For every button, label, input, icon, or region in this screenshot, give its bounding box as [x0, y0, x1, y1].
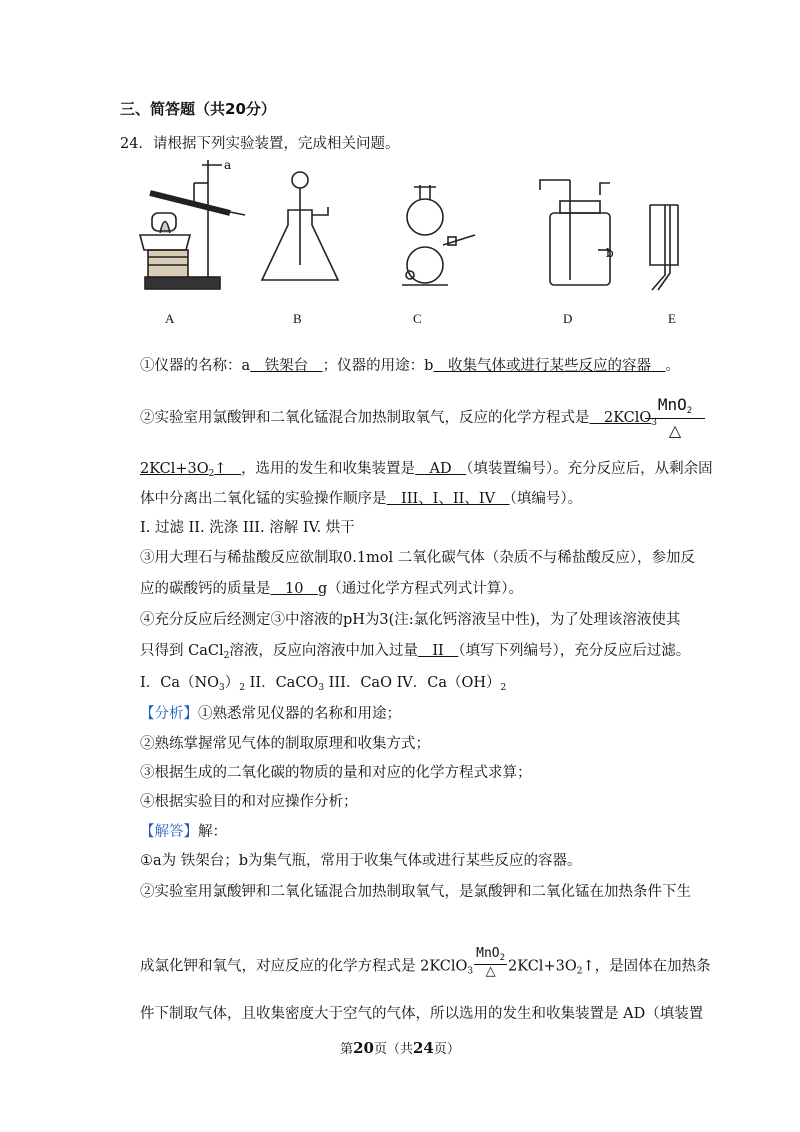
callout-b: b	[606, 246, 614, 260]
solution-condition: $\frac{MnO_2}{\triangle}$	[476, 946, 506, 979]
solution-line3: 成氯化钾和氧气，对应反应的化学方程式是 2KClO$_3$ $\frac{MnO_2}{\triangle}$ $2KCl+3O_2↑$，是固体在加热条	[140, 946, 711, 979]
solution-line0: 【解答】解：	[140, 824, 227, 840]
answer-b: 收集气体或进行某些反应的容器	[433, 358, 666, 374]
solution-line4: 件下制取气体，且收集密度大于空气的气体，所以选用的发生和收集装置是 AD（填装置	[140, 1006, 704, 1022]
answer-device: AD	[415, 461, 467, 477]
q2-line1: ②实验室用氯酸钾和二氧化锰混合加热制取氧气，反应的化学方程式是 2KClO$_3$	[140, 410, 658, 428]
answer-a: 铁架台	[250, 358, 323, 374]
apparatus-e	[650, 205, 678, 290]
apparatus-d	[540, 180, 610, 285]
answer-eq-right: $2KCl+3O_2↑$	[140, 461, 227, 479]
q2-condition: MnO$_2$ △	[645, 395, 705, 440]
question-prompt: 24．请根据下列实验装置，完成相关问题。	[120, 136, 400, 152]
analysis-line1: 【分析】①熟悉常见仪器的名称和用途；	[140, 706, 401, 722]
q3-line1: ③用大理石与稀盐酸反应欲制取0.1mol 二氧化碳气体（杂质不与稀盐酸反应），参加反	[140, 550, 696, 566]
apparatus-a	[140, 160, 245, 289]
page-footer: 第20页（共24页）	[340, 1039, 460, 1057]
page-number: 20	[353, 1039, 374, 1057]
answer-mass: 10	[270, 581, 318, 597]
q2-options: I. 过滤 II. 洗涤 III. 溶解 IV. 烘干	[140, 520, 355, 536]
answer-reagent: II	[417, 643, 459, 659]
section-title: 三、简答题（共20分）	[120, 100, 276, 118]
apparatus-figure	[130, 155, 700, 330]
solution-tag: 【解答】	[140, 824, 198, 840]
figure-label-b: B	[293, 311, 302, 326]
solution-line2: ②实验室用氯酸钾和二氧化锰混合加热制取氧气，是氯酸钾和二氧化锰在加热条件下生	[140, 884, 691, 900]
analysis-line4: ④根据实验目的和对应操作分析；	[140, 794, 358, 810]
figure-label-c: C	[413, 311, 422, 326]
figure-label-a: A	[165, 311, 175, 326]
q2-line2: $2KCl+3O_2↑$ ，选用的发生和收集装置是 AD （填装置编号）。充分反应后，从剩余固	[140, 461, 713, 479]
analysis-line3: ③根据生成的二氧化碳的物质的量和对应的化学方程式求算；	[140, 765, 532, 781]
analysis-line2: ②熟练掌握常见气体的制取原理和收集方式；	[140, 736, 430, 752]
q1-line: ①仪器的名称：a 铁架台 ；仪器的用途：b 收集气体或进行某些反应的容器 。	[140, 358, 680, 374]
q4-line2: 只得到 CaCl$_2$溶液，反应向溶液中加入过量 II （填写下列编号），充分反应后过滤。	[140, 643, 691, 661]
callout-a: a	[224, 158, 232, 172]
page-total: 24	[413, 1039, 434, 1057]
analysis-tag: 【分析】	[140, 706, 198, 722]
solution-line1: ①a为 铁架台；b为集气瓶，常用于收集气体或进行某些反应的容器。	[140, 853, 582, 869]
apparatus-c	[402, 185, 475, 285]
q4-options: I．$Ca(NO_3)_2$ II．CaCO$_3$ III．CaO IV．$Ca(OH)_2$	[140, 675, 507, 693]
figure-label-e: E	[668, 311, 676, 326]
answer-order: III、I、II、IV	[386, 491, 510, 507]
q3-line2: 应的碳酸钙的质量是 10 g（通过化学方程式列式计算）。	[140, 581, 523, 597]
q2-line3: 体中分离出二氧化锰的实验操作顺序是 III、I、II、IV （填编号）。	[140, 491, 583, 507]
q4-line1: ④充分反应后经测定③中溶液的pH为3(注:氯化钙溶液呈中性)，为了处理该溶液使其	[140, 612, 681, 628]
figure-label-d: D	[563, 311, 573, 326]
answer-eq-left: 2KClO$_3$	[589, 410, 658, 428]
apparatus-b	[262, 172, 338, 280]
